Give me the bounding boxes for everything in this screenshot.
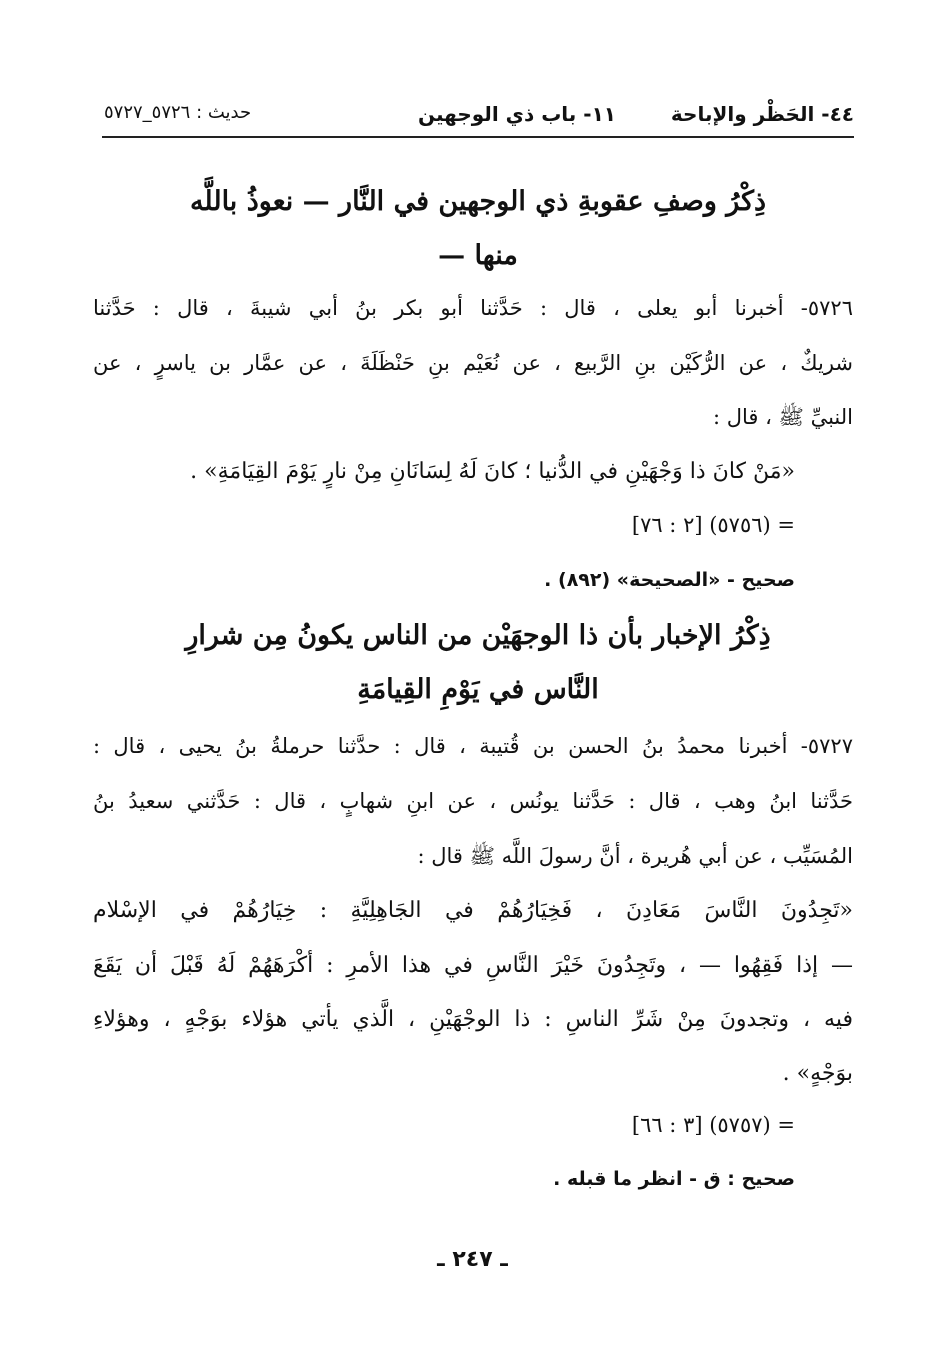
page-number: ـ ٢٤٧ ـ — [437, 1247, 508, 1272]
section-title: ١١- باب ذي الوجهين — [417, 102, 616, 126]
section1-heading-line1: ذِكْرُ وصفِ عقوبةِ ذي الوجهين في النَّار — نعوذُ باللَّه — [189, 186, 767, 217]
section2-isnad-line: ٥٧٢٧- أخبرنا محمدُ بنُ الحسن بن قُتيبة ، قال : حدَّثنا حرملةُ بنُ يحيى ، قال : — [93, 734, 853, 758]
section2-matn-line: — إذا فَقِهُوا — ، وتَجِدُونَ خَيْرَ النَّاسِ في هذا الأمرِ : أكْرَهَهُمْ لَهُ قَبْلَ أن يَقَعَ — [93, 953, 853, 978]
section1-heading-line2: منها — — [438, 240, 518, 271]
section1-isnad-line: ٥٧٢٦- أخبرنا أبو يعلى ، قال : حَدَّثنا أبو بكر بنُ أبي شيبةَ ، قال : حَدَّثنا — [93, 296, 853, 320]
section1-reference: = (٥٧٥٦) [٢ : ٧٦] — [631, 513, 795, 537]
section2-isnad-line: حَدَّثنا ابنُ وهب ، قال : حَدَّثنا يونُس ، عن ابنِ شهابٍ ، قال : حَدَّثني سعيدُ بنُ — [93, 789, 853, 813]
running-header — [102, 100, 854, 138]
section2-grade: صحيح : ق - انظر ما قبله . — [553, 1168, 795, 1190]
section1-isnad-line: النبيِّ ﷺ ، قال : — [712, 405, 853, 429]
section1-isnad-line: شريكٌ ، عن الرُّكَيْن بنِ الرَّبيع ، عن نُعَيْم بنِ حَنْظَلَةَ ، عن عمَّار بن ياسرٍ ، عن — [93, 351, 853, 375]
section2-matn-line: بوَجْهٍ» . — [782, 1061, 853, 1086]
section2-matn-line: «تَجِدُونَ النَّاسَ مَعَادِنَ ، فَخِيَارُهُمْ في الجَاهِلِيَّةِ : خِيَارُهُمْ في الإسْلام — [93, 898, 853, 923]
section1-matn: «مَنْ كانَ ذا وَجْهَيْنِ في الدُّنيا ؛ كانَ لَهُ لِسَانَانِ مِنْ نارٍ يَوْمَ القِيَامَةِ» . — [190, 459, 795, 484]
hadith-range: حديث : ٥٧٢٦_٥٧٢٧ — [104, 102, 252, 123]
section2-heading-line1: ذِكْرُ الإخبار بأن ذا الوجهَيْن من الناس يكونُ مِن شرارِ — [185, 620, 771, 651]
section2-heading-line2: النَّاس في يَوْمِ القِيامَةِ — [357, 674, 599, 705]
section1-grade: صحيح - «الصحيحة» (٨٩٢) . — [544, 569, 795, 591]
section2-isnad-line: المُسَيِّب ، عن أبي هُريرة ، أنَّ رسولَ اللَّه ﷺ قال : — [417, 844, 853, 868]
section2-reference: = (٥٧٥٧) [٣ : ٦٦] — [631, 1113, 795, 1137]
section2-matn-line: فيه ، وتجدونَ مِنْ شَرِّ الناسِ : ذا الوجْهَيْنِ ، الَّذي يأتي هؤلاء بوَجْهٍ ، وهؤلاءِ — [93, 1007, 853, 1032]
chapter-title: ٤٤- الحَظْر والإباحة — [670, 102, 854, 126]
